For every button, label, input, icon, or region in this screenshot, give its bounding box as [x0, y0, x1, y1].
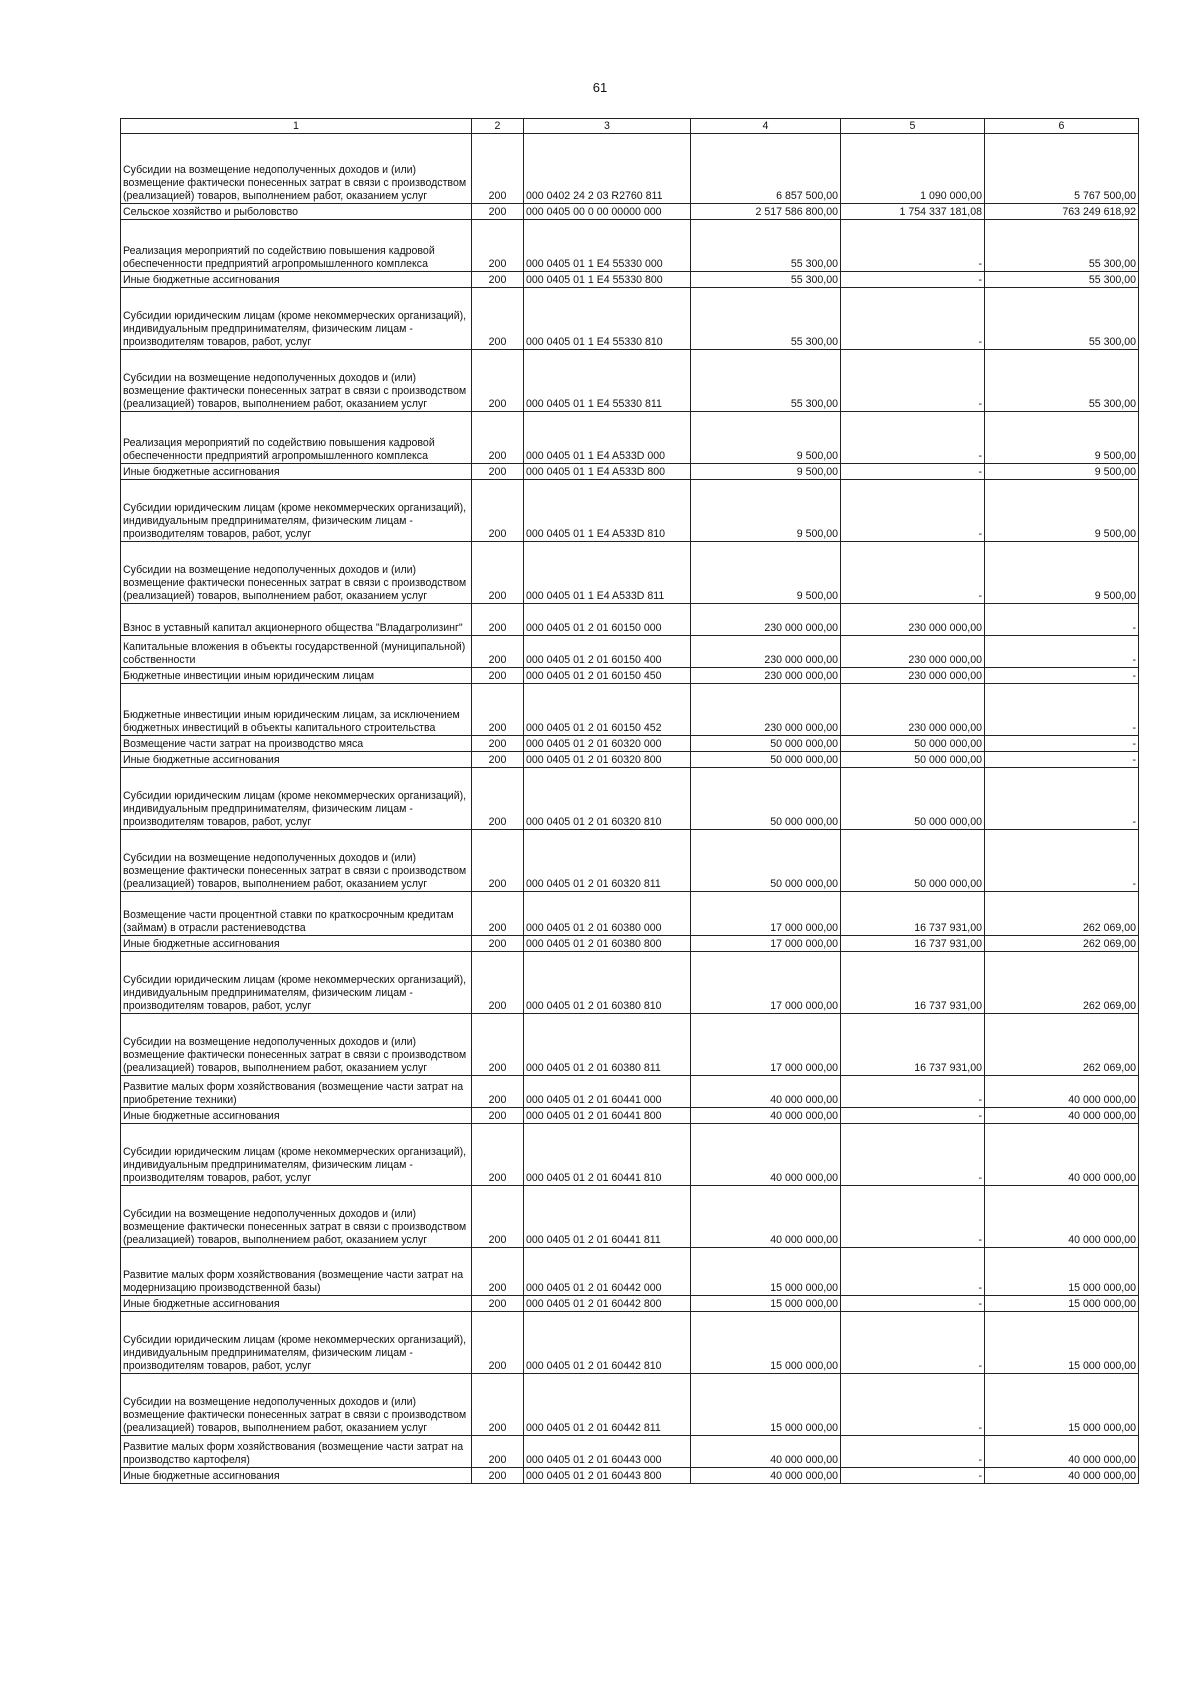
table-row: [121, 1076, 1139, 1108]
row-classification-code: 000 0405 00 0 00 00000 000: [524, 204, 691, 220]
table-row: [121, 1312, 1139, 1374]
row-group-code: 200: [472, 350, 524, 412]
row-value-col5: 50 000 000,00: [841, 752, 985, 768]
row-classification-code: 000 0405 01 1 E4 A533D 800: [524, 464, 691, 480]
row-classification-code: 000 0405 01 2 01 60320 800: [524, 752, 691, 768]
row-value-col6: 40 000 000,00: [985, 1186, 1139, 1248]
table-row: [121, 480, 1139, 542]
table-row: [121, 768, 1139, 830]
row-description: Развитие малых форм хозяйствования (возмещение части затрат на производство картофеля): [121, 1436, 472, 1468]
row-value-col6: 262 069,00: [985, 892, 1139, 936]
row-value-col5: 230 000 000,00: [841, 604, 985, 636]
row-value-col6: 55 300,00: [985, 288, 1139, 350]
table-row: [121, 684, 1139, 736]
row-group-code: 200: [472, 464, 524, 480]
row-classification-code: 000 0405 01 2 01 60380 800: [524, 936, 691, 952]
row-classification-code: 000 0405 01 1 E4 A533D 810: [524, 480, 691, 542]
table-row: [121, 1468, 1139, 1484]
row-value-col6: 55 300,00: [985, 350, 1139, 412]
col-header-6: 6: [985, 119, 1139, 134]
row-classification-code: 000 0405 01 1 E4 55330 000: [524, 220, 691, 272]
row-group-code: 200: [472, 288, 524, 350]
row-value-col5: -: [841, 1076, 985, 1108]
row-classification-code: 000 0405 01 2 01 60320 810: [524, 768, 691, 830]
table-row: [121, 1436, 1139, 1468]
table-row: [121, 936, 1139, 952]
row-value-col5: -: [841, 1468, 985, 1484]
row-group-code: 200: [472, 936, 524, 952]
row-value-col4: 230 000 000,00: [691, 684, 841, 736]
row-value-col4: 55 300,00: [691, 272, 841, 288]
col-header-2: 2: [472, 119, 524, 134]
row-group-code: 200: [472, 1312, 524, 1374]
row-value-col5: -: [841, 412, 985, 464]
row-value-col4: 50 000 000,00: [691, 736, 841, 752]
row-description: Иные бюджетные ассигнования: [121, 752, 472, 768]
table-row: [121, 736, 1139, 752]
row-classification-code: 000 0405 01 2 01 60380 810: [524, 952, 691, 1014]
row-value-col4: 17 000 000,00: [691, 936, 841, 952]
row-description: Субсидии юридическим лицам (кроме некоммерческих организаций), индивидуальным предпринимателям, физическим лицам - производителям товаров, работ, услуг: [121, 952, 472, 1014]
row-value-col5: 50 000 000,00: [841, 768, 985, 830]
row-value-col4: 40 000 000,00: [691, 1108, 841, 1124]
row-classification-code: 000 0405 01 1 E4 55330 810: [524, 288, 691, 350]
row-value-col5: 230 000 000,00: [841, 684, 985, 736]
row-description: Субсидии на возмещение недополученных доходов и (или) возмещение фактически понесенных затрат в связи с производством (реализацией) товаров, выполнением работ, оказанием услуг: [121, 1186, 472, 1248]
row-value-col4: 50 000 000,00: [691, 768, 841, 830]
table-row: [121, 220, 1139, 272]
row-value-col5: 16 737 931,00: [841, 936, 985, 952]
table-row: [121, 1186, 1139, 1248]
row-value-col4: 17 000 000,00: [691, 952, 841, 1014]
row-description: Взнос в уставный капитал акционерного общества "Владагролизинг": [121, 604, 472, 636]
row-value-col5: -: [841, 1312, 985, 1374]
row-value-col6: -: [985, 604, 1139, 636]
row-value-col6: 15 000 000,00: [985, 1374, 1139, 1436]
row-value-col6: 763 249 618,92: [985, 204, 1139, 220]
row-group-code: 200: [472, 1186, 524, 1248]
row-description: Субсидии на возмещение недополученных доходов и (или) возмещение фактически понесенных затрат в связи с производством (реализацией) товаров, выполнением работ, оказанием услуг: [121, 542, 472, 604]
row-value-col4: 40 000 000,00: [691, 1436, 841, 1468]
row-classification-code: 000 0405 01 2 01 60442 000: [524, 1248, 691, 1296]
row-classification-code: 000 0405 01 2 01 60442 811: [524, 1374, 691, 1436]
row-value-col4: 40 000 000,00: [691, 1076, 841, 1108]
row-value-col4: 40 000 000,00: [691, 1124, 841, 1186]
table-row: [121, 464, 1139, 480]
row-group-code: 200: [472, 412, 524, 464]
row-description: Субсидии на возмещение недополученных доходов и (или) возмещение фактически понесенных затрат в связи с производством (реализацией) товаров, выполнением работ, оказанием услуг: [121, 1014, 472, 1076]
row-value-col4: 50 000 000,00: [691, 830, 841, 892]
row-description: Иные бюджетные ассигнования: [121, 464, 472, 480]
row-value-col4: 55 300,00: [691, 350, 841, 412]
row-group-code: 200: [472, 1436, 524, 1468]
row-value-col5: 16 737 931,00: [841, 892, 985, 936]
table-row: [121, 1014, 1139, 1076]
row-classification-code: 000 0405 01 2 01 60380 000: [524, 892, 691, 936]
row-classification-code: 000 0405 01 2 01 60320 000: [524, 736, 691, 752]
row-classification-code: 000 0405 01 2 01 60441 800: [524, 1108, 691, 1124]
page-number: 61: [592, 80, 608, 95]
row-value-col4: 9 500,00: [691, 464, 841, 480]
row-classification-code: 000 0405 01 2 01 60443 000: [524, 1436, 691, 1468]
row-value-col4: 17 000 000,00: [691, 1014, 841, 1076]
row-value-col6: 262 069,00: [985, 936, 1139, 952]
row-value-col6: 9 500,00: [985, 480, 1139, 542]
row-value-col5: -: [841, 220, 985, 272]
row-value-col6: 40 000 000,00: [985, 1468, 1139, 1484]
row-description: Реализация мероприятий по содействию повышения кадровой обеспеченности предприятий агропромышленного комплекса: [121, 220, 472, 272]
row-value-col6: 15 000 000,00: [985, 1296, 1139, 1312]
table-row: [121, 288, 1139, 350]
row-description: Иные бюджетные ассигнования: [121, 1296, 472, 1312]
row-value-col5: -: [841, 1108, 985, 1124]
table-row: [121, 830, 1139, 892]
row-value-col4: 40 000 000,00: [691, 1186, 841, 1248]
row-value-col4: 17 000 000,00: [691, 892, 841, 936]
row-value-col6: 5 767 500,00: [985, 134, 1139, 204]
col-header-1: 1: [121, 119, 472, 134]
col-header-5: 5: [841, 119, 985, 134]
row-group-code: 200: [472, 752, 524, 768]
row-group-code: 200: [472, 892, 524, 936]
row-group-code: 200: [472, 542, 524, 604]
row-classification-code: 000 0402 24 2 03 R2760 811: [524, 134, 691, 204]
row-group-code: 200: [472, 604, 524, 636]
row-classification-code: 000 0405 01 1 E4 55330 800: [524, 272, 691, 288]
table-row: [121, 134, 1139, 204]
row-value-col4: 9 500,00: [691, 480, 841, 542]
row-classification-code: 000 0405 01 2 01 60441 811: [524, 1186, 691, 1248]
row-value-col6: 9 500,00: [985, 412, 1139, 464]
row-group-code: 200: [472, 1014, 524, 1076]
row-group-code: 200: [472, 952, 524, 1014]
row-value-col6: -: [985, 830, 1139, 892]
row-value-col5: -: [841, 1374, 985, 1436]
row-group-code: 200: [472, 636, 524, 668]
row-description: Бюджетные инвестиции иным юридическим лицам, за исключением бюджетных инвестиций в объекты капитального строительства: [121, 684, 472, 736]
row-group-code: 200: [472, 272, 524, 288]
row-group-code: 200: [472, 480, 524, 542]
row-value-col5: -: [841, 288, 985, 350]
row-description: Развитие малых форм хозяйствования (возмещение части затрат на модернизацию производственной базы): [121, 1248, 472, 1296]
row-group-code: 200: [472, 220, 524, 272]
row-description: Субсидии на возмещение недополученных доходов и (или) возмещение фактически понесенных затрат в связи с производством (реализацией) товаров, выполнением работ, оказанием услуг: [121, 134, 472, 204]
row-value-col5: -: [841, 1296, 985, 1312]
row-description: Иные бюджетные ассигнования: [121, 1108, 472, 1124]
row-value-col5: 230 000 000,00: [841, 636, 985, 668]
row-value-col5: -: [841, 272, 985, 288]
table-row: [121, 604, 1139, 636]
row-classification-code: 000 0405 01 2 01 60150 450: [524, 668, 691, 684]
row-value-col4: 40 000 000,00: [691, 1468, 841, 1484]
row-description: Иные бюджетные ассигнования: [121, 272, 472, 288]
row-value-col6: 40 000 000,00: [985, 1108, 1139, 1124]
row-value-col6: 9 500,00: [985, 464, 1139, 480]
row-value-col6: 55 300,00: [985, 272, 1139, 288]
table-row: [121, 892, 1139, 936]
row-description: Сельское хозяйство и рыболовство: [121, 204, 472, 220]
row-value-col6: -: [985, 636, 1139, 668]
row-value-col6: -: [985, 668, 1139, 684]
row-description: Иные бюджетные ассигнования: [121, 936, 472, 952]
row-description: Субсидии юридическим лицам (кроме некоммерческих организаций), индивидуальным предпринимателям, физическим лицам - производителям товаров, работ, услуг: [121, 1312, 472, 1374]
row-value-col4: 15 000 000,00: [691, 1312, 841, 1374]
row-value-col6: 40 000 000,00: [985, 1076, 1139, 1108]
row-classification-code: 000 0405 01 1 E4 A533D 000: [524, 412, 691, 464]
row-description: Возмещение части процентной ставки по краткосрочным кредитам (займам) в отрасли растениеводства: [121, 892, 472, 936]
row-group-code: 200: [472, 204, 524, 220]
row-value-col5: 1 754 337 181,08: [841, 204, 985, 220]
row-value-col6: 40 000 000,00: [985, 1436, 1139, 1468]
row-classification-code: 000 0405 01 2 01 60320 811: [524, 830, 691, 892]
row-description: Капитальные вложения в объекты государственной (муниципальной) собственности: [121, 636, 472, 668]
row-value-col4: 6 857 500,00: [691, 134, 841, 204]
col-header-3: 3: [524, 119, 691, 134]
row-value-col6: -: [985, 736, 1139, 752]
row-value-col5: 50 000 000,00: [841, 830, 985, 892]
row-value-col4: 15 000 000,00: [691, 1248, 841, 1296]
table-row: [121, 272, 1139, 288]
budget-table: [120, 118, 1139, 1484]
row-value-col5: 50 000 000,00: [841, 736, 985, 752]
row-group-code: 200: [472, 736, 524, 752]
row-value-col4: 9 500,00: [691, 542, 841, 604]
row-value-col5: 230 000 000,00: [841, 668, 985, 684]
row-value-col5: -: [841, 350, 985, 412]
row-classification-code: 000 0405 01 2 01 60380 811: [524, 1014, 691, 1076]
row-group-code: 200: [472, 134, 524, 204]
row-group-code: 200: [472, 1108, 524, 1124]
table-row: [121, 668, 1139, 684]
row-value-col5: -: [841, 1186, 985, 1248]
row-value-col4: 230 000 000,00: [691, 604, 841, 636]
row-value-col5: 16 737 931,00: [841, 1014, 985, 1076]
row-description: Бюджетные инвестиции иным юридическим лицам: [121, 668, 472, 684]
row-description: Субсидии на возмещение недополученных доходов и (или) возмещение фактически понесенных затрат в связи с производством (реализацией) товаров, выполнением работ, оказанием услуг: [121, 350, 472, 412]
row-group-code: 200: [472, 1076, 524, 1108]
row-description: Субсидии юридическим лицам (кроме некоммерческих организаций), индивидуальным предпринимателям, физическим лицам - производителям товаров, работ, услуг: [121, 288, 472, 350]
row-group-code: 200: [472, 1124, 524, 1186]
row-description: Субсидии на возмещение недополученных доходов и (или) возмещение фактически понесенных затрат в связи с производством (реализацией) товаров, выполнением работ, оказанием услуг: [121, 1374, 472, 1436]
row-value-col6: 15 000 000,00: [985, 1312, 1139, 1374]
row-classification-code: 000 0405 01 1 E4 A533D 811: [524, 542, 691, 604]
row-value-col6: -: [985, 752, 1139, 768]
row-classification-code: 000 0405 01 1 E4 55330 811: [524, 350, 691, 412]
row-description: Возмещение части затрат на производство мяса: [121, 736, 472, 752]
row-value-col5: 1 090 000,00: [841, 134, 985, 204]
row-value-col4: 15 000 000,00: [691, 1374, 841, 1436]
header-row: [121, 119, 1139, 134]
row-description: Субсидии юридическим лицам (кроме некоммерческих организаций), индивидуальным предпринимателям, физическим лицам - производителям товаров, работ, услуг: [121, 480, 472, 542]
row-value-col4: 230 000 000,00: [691, 668, 841, 684]
row-value-col6: 262 069,00: [985, 952, 1139, 1014]
row-value-col4: 9 500,00: [691, 412, 841, 464]
row-description: Субсидии юридическим лицам (кроме некоммерческих организаций), индивидуальным предпринимателям, физическим лицам - производителям товаров, работ, услуг: [121, 768, 472, 830]
row-description: Иные бюджетные ассигнования: [121, 1468, 472, 1484]
col-header-4: 4: [691, 119, 841, 134]
table-row: [121, 1374, 1139, 1436]
row-value-col6: 9 500,00: [985, 542, 1139, 604]
row-description: Субсидии юридическим лицам (кроме некоммерческих организаций), индивидуальным предпринимателям, физическим лицам - производителям товаров, работ, услуг: [121, 1124, 472, 1186]
table-row: [121, 204, 1139, 220]
row-description: Развитие малых форм хозяйствования (возмещение части затрат на приобретение техники): [121, 1076, 472, 1108]
row-value-col5: -: [841, 1124, 985, 1186]
row-value-col6: 262 069,00: [985, 1014, 1139, 1076]
table-row: [121, 350, 1139, 412]
table-row: [121, 1296, 1139, 1312]
row-classification-code: 000 0405 01 2 01 60443 800: [524, 1468, 691, 1484]
row-value-col5: -: [841, 542, 985, 604]
table-row: [121, 542, 1139, 604]
row-value-col5: 16 737 931,00: [841, 952, 985, 1014]
table-row: [121, 952, 1139, 1014]
table-row: [121, 1248, 1139, 1296]
table-row: [121, 1124, 1139, 1186]
row-value-col6: -: [985, 684, 1139, 736]
row-group-code: 200: [472, 1374, 524, 1436]
row-value-col5: -: [841, 1436, 985, 1468]
row-group-code: 200: [472, 684, 524, 736]
row-classification-code: 000 0405 01 2 01 60442 800: [524, 1296, 691, 1312]
row-value-col6: -: [985, 768, 1139, 830]
row-value-col5: -: [841, 1248, 985, 1296]
row-value-col6: 15 000 000,00: [985, 1248, 1139, 1296]
row-description: Реализация мероприятий по содействию повышения кадровой обеспеченности предприятий агропромышленного комплекса: [121, 412, 472, 464]
row-group-code: 200: [472, 1296, 524, 1312]
row-group-code: 200: [472, 768, 524, 830]
row-group-code: 200: [472, 1468, 524, 1484]
row-value-col4: 2 517 586 800,00: [691, 204, 841, 220]
row-value-col4: 55 300,00: [691, 288, 841, 350]
table-row: [121, 412, 1139, 464]
table-row: [121, 752, 1139, 768]
row-value-col6: 40 000 000,00: [985, 1124, 1139, 1186]
row-group-code: 200: [472, 668, 524, 684]
row-value-col6: 55 300,00: [985, 220, 1139, 272]
row-value-col4: 15 000 000,00: [691, 1296, 841, 1312]
row-classification-code: 000 0405 01 2 01 60442 810: [524, 1312, 691, 1374]
table-row: [121, 636, 1139, 668]
row-classification-code: 000 0405 01 2 01 60150 452: [524, 684, 691, 736]
row-value-col4: 55 300,00: [691, 220, 841, 272]
row-value-col5: -: [841, 480, 985, 542]
row-classification-code: 000 0405 01 2 01 60150 400: [524, 636, 691, 668]
table-row: [121, 1108, 1139, 1124]
row-group-code: 200: [472, 1248, 524, 1296]
row-classification-code: 000 0405 01 2 01 60441 000: [524, 1076, 691, 1108]
row-description: Субсидии на возмещение недополученных доходов и (или) возмещение фактически понесенных затрат в связи с производством (реализацией) товаров, выполнением работ, оказанием услуг: [121, 830, 472, 892]
row-classification-code: 000 0405 01 2 01 60441 810: [524, 1124, 691, 1186]
row-value-col4: 50 000 000,00: [691, 752, 841, 768]
row-value-col5: -: [841, 464, 985, 480]
row-value-col4: 230 000 000,00: [691, 636, 841, 668]
row-group-code: 200: [472, 830, 524, 892]
row-classification-code: 000 0405 01 2 01 60150 000: [524, 604, 691, 636]
